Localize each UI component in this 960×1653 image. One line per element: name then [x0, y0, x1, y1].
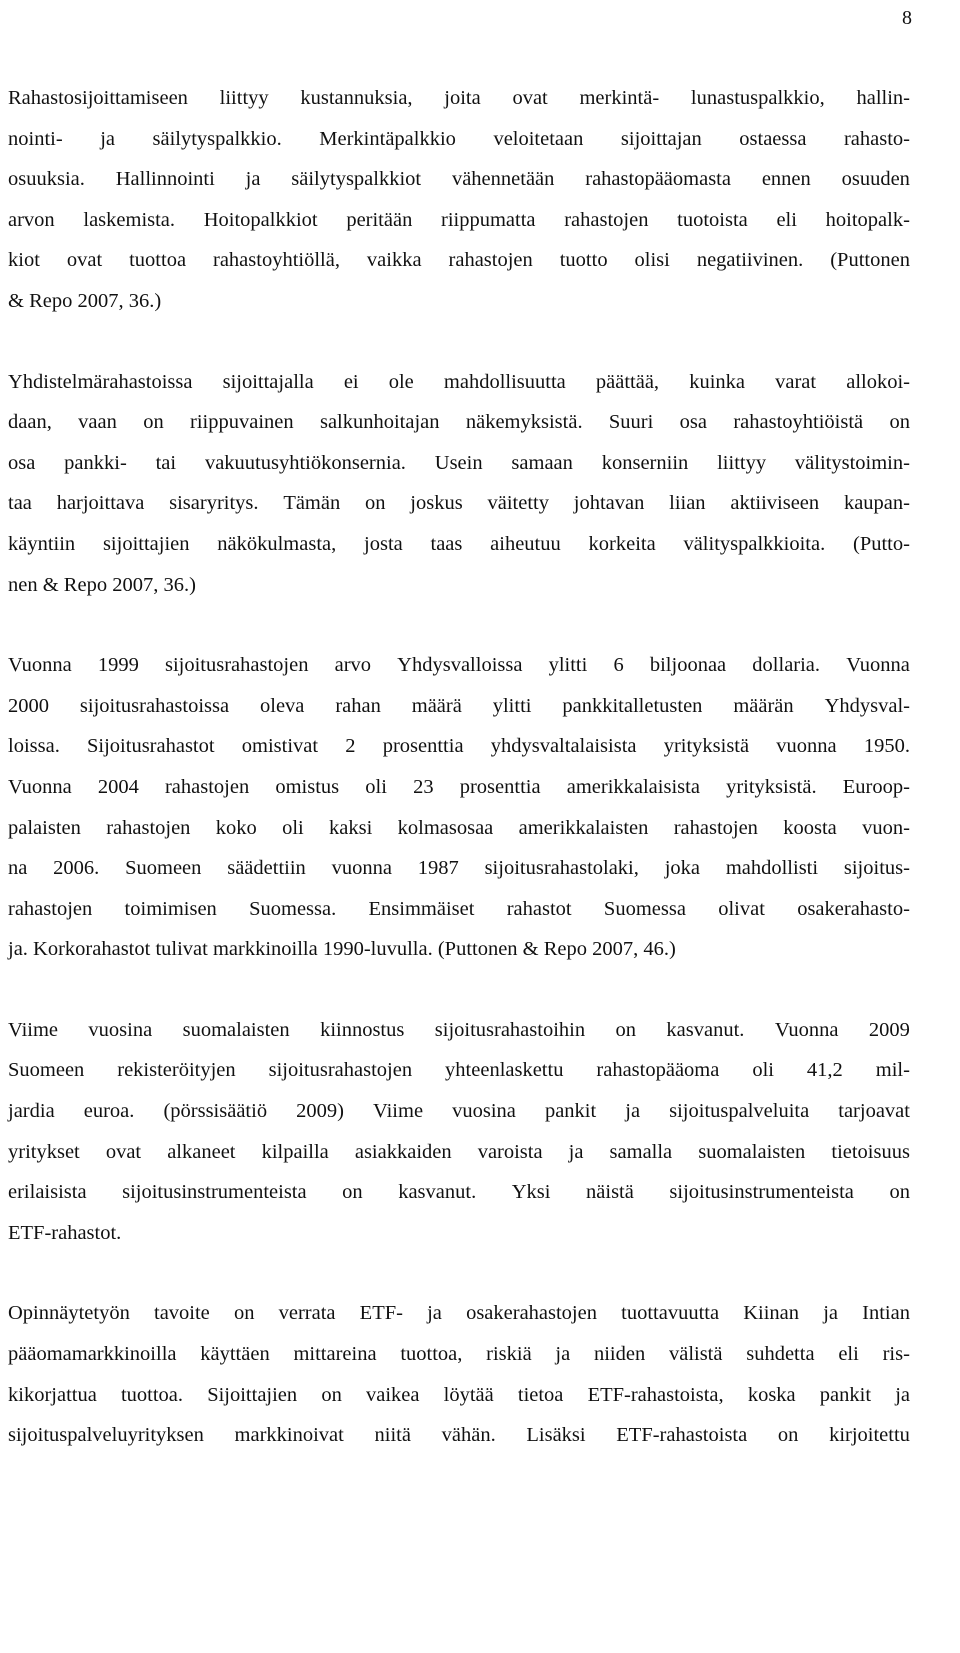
- text-line: kiot ovat tuottoa rahastoyhtiöllä, vaikka rahastojen tuotto olisi negatiivinen. (Puttonen: [8, 249, 910, 272]
- paragraph-4: [8, 1010, 910, 1254]
- paragraph-gap: [8, 1253, 910, 1293]
- text-line: 2000 sijoitusrahastoissa oleva rahan määrä ylitti pankkitalletusten määrän Yhdysval-: [8, 694, 910, 717]
- text-line: palaisten rahastojen koko oli kaksi kolmasosaa amerikkalaisten rahastojen koosta vuon-: [8, 816, 910, 839]
- text-line: erilaisista sijoitusinstrumenteista on kasvanut. Yksi näistä sijoitusinstrumenteista on: [8, 1181, 910, 1204]
- paragraph-gap: [8, 322, 910, 362]
- text-line: käyntiin sijoittajien näkökulmasta, josta taas aiheutuu korkeita välityspalkkioita. (Putto-: [8, 532, 910, 555]
- text-line: kikorjattua tuottoa. Sijoittajien on vaikea löytää tietoa ETF-rahastoista, koska pankit ja: [8, 1383, 910, 1406]
- text-line: nen & Repo 2007, 36.): [8, 573, 196, 596]
- text-line: loissa. Sijoitusrahastot omistivat 2 prosenttia yhdysvaltalaisista yrityksistä vuonna 1950.: [8, 735, 910, 758]
- text-line: na 2006. Suomeen säädettiin vuonna 1987 sijoitusrahastolaki, joka mahdollisti sijoitus-: [8, 857, 910, 880]
- text-line: & Repo 2007, 36.): [8, 289, 162, 312]
- text-line: Yhdistelmärahastoissa sijoittajalla ei ole mahdollisuutta päättää, kuinka varat allokoi-: [8, 370, 910, 393]
- text-line: osa pankki- tai vakuutusyhtiökonsernia. Usein samaan konserniin liittyy välitystoimin-: [8, 451, 910, 474]
- text-line: yritykset ovat alkaneet kilpailla asiakkaiden varoista ja samalla suomalaisten tietoisuus: [8, 1140, 910, 1163]
- text-line: Rahastosijoittamiseen liittyy kustannuksia, joita ovat merkintä- lunastuspalkkio, hallin-: [8, 87, 910, 109]
- text-line: Vuonna 2004 rahastojen omistus oli 23 prosenttia amerikkalaisista yrityksistä. Euroop-: [8, 775, 910, 798]
- text-line: ETF-rahastot.: [8, 1221, 122, 1244]
- text-line: daan, vaan on riippuvainen salkunhoitajan näkemyksistä. Suuri osa rahastoyhtiöistä on: [8, 411, 910, 434]
- text-line: Viime vuosina suomalaisten kiinnostus sijoitusrahastoihin on kasvanut. Vuonna 2009: [8, 1018, 910, 1041]
- text-line: sijoituspalveluyrityksen markkinoivat niitä vähän. Lisäksi ETF-rahastoista on kirjoitettu: [8, 1424, 910, 1447]
- paragraph-gap: [8, 970, 910, 1010]
- text-line: pääomamarkkinoilla käyttäen mittareina tuottoa, riskiä ja niiden välistä suhdetta eli ris-: [8, 1343, 910, 1366]
- text-line: taa harjoittava sisaryritys. Tämän on joskus väitetty johtavan liian aktiiviseen kaupan-: [8, 492, 910, 515]
- text-line: jardia euroa. (pörssisäätiö 2009) Viime vuosina pankit ja sijoituspalveluita tarjoavat: [8, 1100, 910, 1123]
- text-line: arvon laskemista. Hoitopalkkiot peritään riippumatta rahastojen tuotoista eli hoitopalk-: [8, 208, 910, 231]
- text-line: Opinnäytetyön tavoite on verrata ETF- ja osakerahastojen tuottavuutta Kiinan ja Intian: [8, 1302, 910, 1325]
- document-body: [8, 78, 910, 1456]
- text-line: osuuksia. Hallinnointi ja säilytyspalkkiot vähennetään rahastopääomasta ennen osuuden: [8, 168, 910, 191]
- text-line: nointi- ja säilytyspalkkio. Merkintäpalkkio veloitetaan sijoittajan ostaessa rahasto-: [8, 127, 910, 150]
- paragraph-5: [8, 1293, 910, 1455]
- text-line: Vuonna 1999 sijoitusrahastojen arvo Yhdysvalloissa ylitti 6 biljoonaa dollaria. Vuonna: [8, 654, 910, 677]
- paragraph-gap: [8, 605, 910, 645]
- text-line: Suomeen rekisteröityjen sijoitusrahastojen yhteenlaskettu rahastopääoma oli 41,2 mil-: [8, 1059, 910, 1082]
- text-line: ja. Korkorahastot tulivat markkinoilla 1990-luvulla. (Puttonen & Repo 2007, 46.): [8, 938, 676, 961]
- paragraph-3: [8, 645, 910, 970]
- paragraph-1: [8, 78, 910, 322]
- text-line: rahastojen toimimisen Suomessa. Ensimmäiset rahastot Suomessa olivat osakerahasto-: [8, 897, 910, 920]
- paragraph-2: [8, 362, 910, 606]
- page-number: 8: [902, 7, 912, 29]
